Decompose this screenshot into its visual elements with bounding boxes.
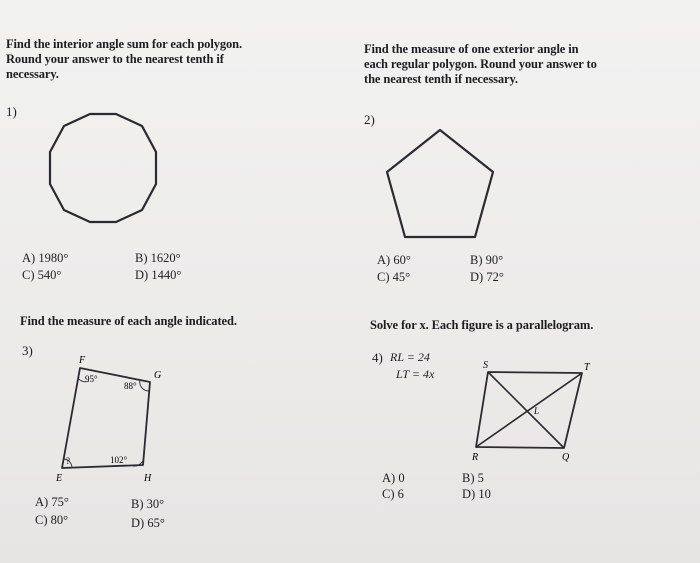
q4-choice-a[interactable]: A) 0: [382, 471, 405, 485]
q3-vertex-h: H: [144, 473, 152, 484]
q3-choice-b[interactable]: B) 30°: [131, 497, 165, 511]
q1-choice-d[interactable]: D) 1440°: [135, 268, 182, 282]
q3-angle-f: 95°: [85, 374, 98, 384]
q2-choice-d[interactable]: D) 72°: [470, 270, 504, 284]
question-1-number: 1): [6, 104, 17, 119]
q4-given-rl: RL = 24: [390, 350, 430, 364]
solve-x-instructions: Solve for x. Each figure is a parallelogram.: [370, 318, 594, 332]
q4-vertex-t: T: [584, 362, 590, 373]
q4-choice-d[interactable]: D) 10: [462, 487, 491, 501]
question-2-number: 2): [364, 112, 375, 127]
q3-vertex-f: F: [79, 355, 86, 366]
q1-choice-b[interactable]: B) 1620°: [135, 251, 181, 265]
question-3-number: 3): [22, 343, 33, 358]
q1-choice-a[interactable]: A) 1980°: [22, 251, 69, 265]
q3-angle-g: 88°: [124, 381, 137, 391]
q3-angle-e: ?: [66, 456, 70, 466]
q3-vertex-e: E: [56, 473, 63, 484]
q2-choice-b[interactable]: B) 90°: [470, 253, 504, 267]
q3-choice-a[interactable]: A) 75°: [35, 495, 69, 509]
q2-choice-a[interactable]: A) 60°: [377, 253, 411, 267]
q2-choice-c[interactable]: C) 45°: [377, 270, 411, 284]
q4-choice-b[interactable]: B) 5: [462, 471, 484, 485]
q4-given-lt: LT = 4x: [396, 367, 435, 381]
decagon-figure: [50, 114, 156, 222]
q3-angle-h: 102°: [110, 455, 128, 465]
q4-vertex-q: Q: [562, 452, 570, 463]
q1-choice-c[interactable]: C) 540°: [22, 268, 62, 282]
q4-center-l: L: [534, 406, 540, 416]
diagonal-sq: [488, 372, 564, 448]
question-4-number: 4): [372, 350, 383, 365]
exterior-angle-instructions: Find the measure of one exterior angle in each regular polygon. Round your answer to the nearest tenth if necessary.: [364, 42, 597, 86]
q4-vertex-s: S: [483, 360, 488, 371]
quadrilateral-figure: [62, 368, 150, 468]
pentagon-figure: [387, 130, 493, 237]
angle-indicated-instructions: Find the measure of each angle indicated.: [20, 314, 237, 328]
q4-choice-c[interactable]: C) 6: [382, 487, 404, 501]
q3-choice-d[interactable]: D) 65°: [131, 516, 165, 530]
interior-sum-instructions: Find the interior angle sum for each polygon. Round your answer to the nearest tenth if necessary.: [6, 37, 243, 81]
q3-choice-c[interactable]: C) 80°: [35, 513, 69, 527]
q4-vertex-r: R: [472, 452, 479, 463]
q3-vertex-g: G: [154, 370, 162, 381]
